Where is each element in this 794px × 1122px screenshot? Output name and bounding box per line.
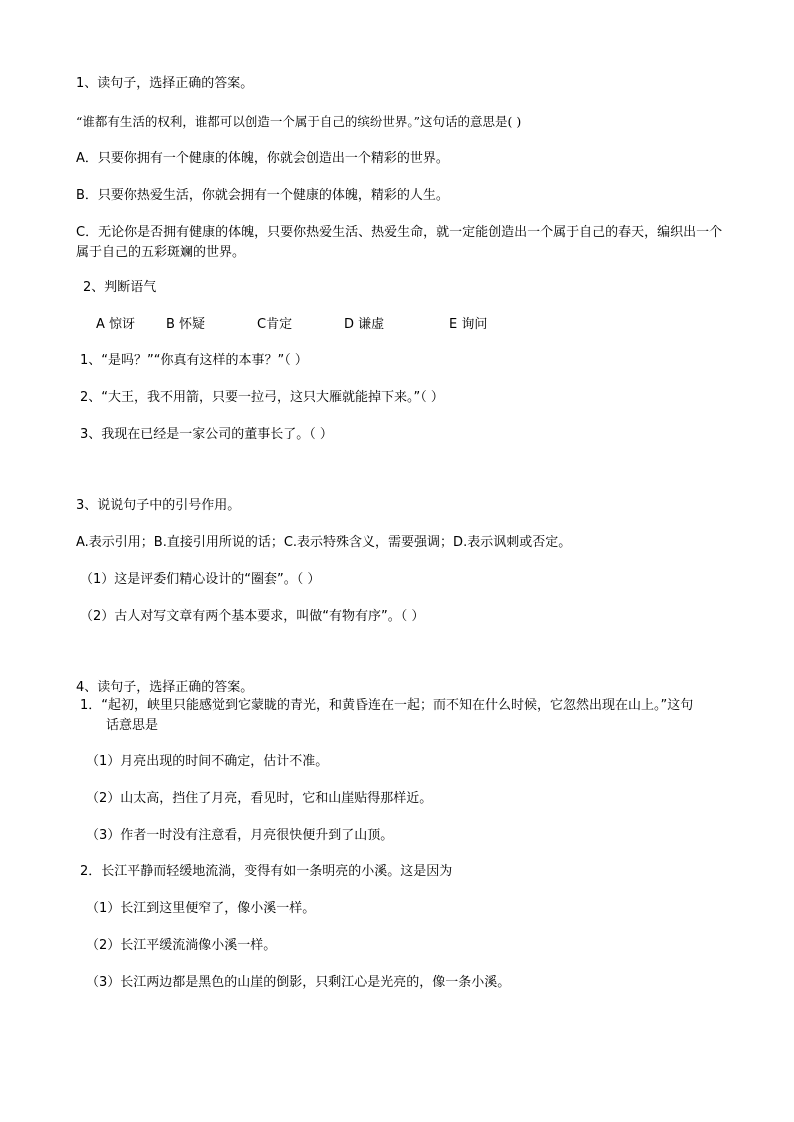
q2-heading: 2、判断语气	[83, 280, 157, 295]
q4-sub1-option-2: （2）山太高，挡住了月亮，看见时，它和山崖贴得那样近。	[86, 791, 433, 806]
q4-sub1-prompt-text: 1．“起初，峡里只能感觉到它蒙眬的青光，和黄昏连在一起；而不知在什么时候，它忽然出现在山上。”这句话意思是	[80, 698, 694, 733]
q2-choice-d: D 谦虚	[344, 317, 385, 332]
q2-choice-a: A 惊讶	[96, 317, 136, 332]
q3-legend: A.表示引用；B.直接引用所说的话；C.表示特殊含义，需要强调；D.表示讽刺或否定。	[76, 535, 572, 550]
q2-item-1: 1、“是吗？”“你真有这样的本事？”（ ）	[80, 353, 308, 368]
q1-quote: “谁都有生活的权利，谁都可以创造一个属于自己的缤纷世界。”这句话的意思是( )	[76, 114, 522, 129]
q1-option-a: A．只要你拥有一个健康的体魄，你就会创造出一个精彩的世界。	[76, 151, 449, 166]
q3-item-2: （2）古人对写文章有两个基本要求，叫做“有物有序”。（ ）	[80, 609, 425, 624]
q4-sub2-option-3: （3）长江两边都是黑色的山崖的倒影，只剩江心是光亮的，像一条小溪。	[86, 975, 511, 990]
q1-option-c: C．无论你是否拥有健康的体魄，只要你热爱生活、热爱生命，就一定能创造出一个属于自己的春天，编织出一个属于自己的五彩斑斓的世界。	[76, 225, 723, 260]
q4-sub1-prompt	[80, 696, 702, 736]
q3-heading: 3、说说句子中的引号作用。	[76, 498, 241, 513]
q2-item-2: 2、“大王，我不用箭，只要一拉弓，这只大雁就能掉下来。”（ ）	[80, 390, 444, 405]
q4-sub2-prompt: 2．长江平静而轻缓地流淌，变得有如一条明亮的小溪。这是因为	[80, 864, 453, 879]
q1-heading: 1、读句子，选择正确的答案。	[76, 76, 254, 91]
q4-sub1-option-1: （1）月亮出现的时间不确定，估计不准。	[86, 754, 329, 769]
q4-sub2-option-2: （2）长江平缓流淌像小溪一样。	[86, 938, 277, 953]
q4-sub2-option-1: （1）长江到这里便窄了，像小溪一样。	[86, 901, 316, 916]
q2-choice-c: C肯定	[257, 317, 293, 332]
q2-choice-b: B 怀疑	[166, 317, 206, 332]
q2-item-3: 3、我现在已经是一家公司的董事长了。（ ）	[80, 427, 333, 442]
q3-item-1: （1）这是评委们精心设计的“圈套”。（ ）	[80, 572, 321, 587]
q4-sub1-option-3: （3）作者一时没有注意看，月亮很快便升到了山顶。	[86, 828, 394, 843]
q1-option-b: B．只要你热爱生活，你就会拥有一个健康的体魄，精彩的人生。	[76, 188, 449, 203]
q2-choice-e: E 询问	[449, 317, 488, 332]
q4-heading: 4、读句子，选择正确的答案。	[76, 680, 254, 695]
